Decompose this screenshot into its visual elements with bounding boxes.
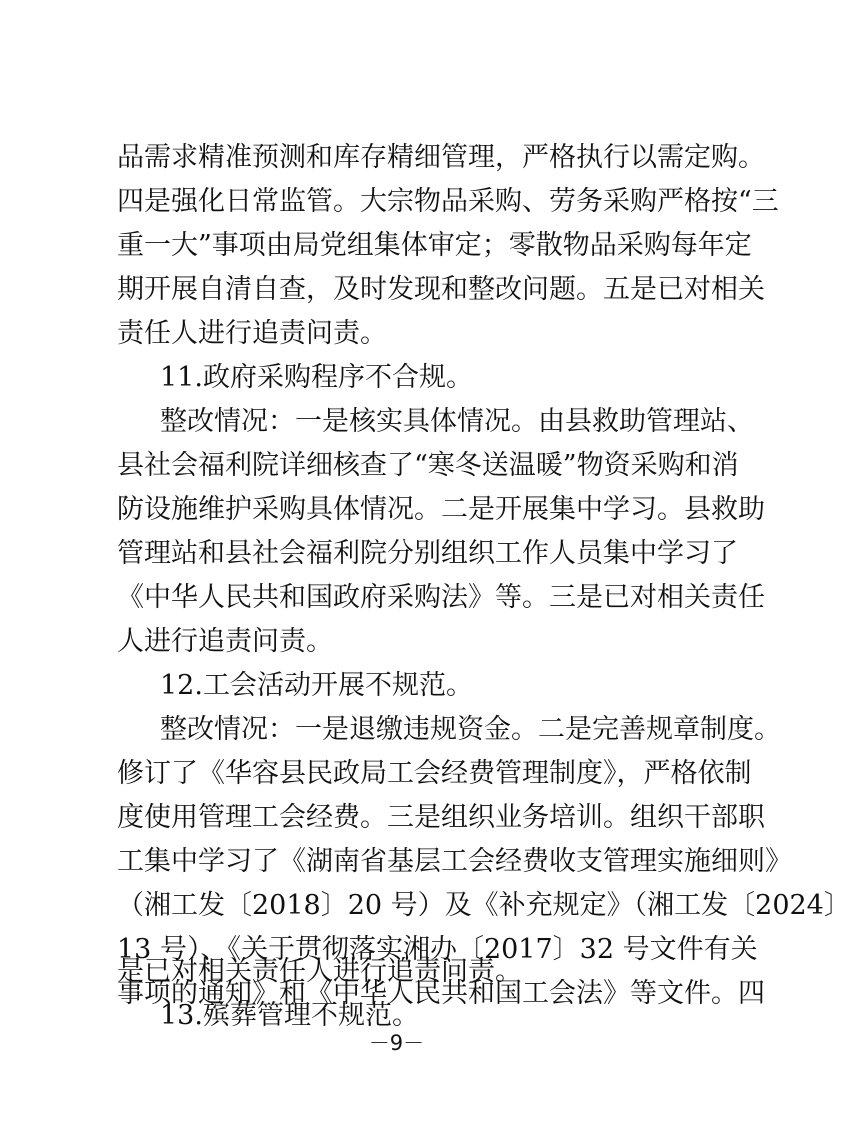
text-line: 事项的通知》和《中华人民共和国工会法》等文件。四: [117, 978, 765, 1009]
text-line: 工集中学习了《湖南省基层工会经费收支管理实施细则》: [117, 846, 792, 877]
section-heading-11: 11.政府采购程序不合规。: [160, 362, 473, 393]
text-line: 管理站和县社会福利院分别组织工作人员集中学习了: [117, 538, 738, 569]
text-line: 县社会福利院详细核查了“寒冬送温暖”物资采购和消: [117, 450, 739, 481]
text-line: 整改情况：一是退缴违规资金。二是完善规章制度。: [160, 714, 781, 745]
text-line: 13 号）、《关于贯彻落实湘办〔2017〕32 号文件有关: [117, 934, 758, 965]
text-line: 期开展自清自查，及时发现和整改问题。五是已对相关: [117, 274, 765, 305]
text-line-last: 是已对相关责任人进行追责问责。: [117, 956, 522, 987]
text-line: 《中华人民共和国政府采购法》等。三是已对相关责任: [117, 582, 765, 613]
text-line: 度使用管理工会经费。三是组织业务培训。组织干部职: [117, 802, 765, 833]
section-heading-13: 13.殡葬管理不规范。: [160, 1000, 419, 1031]
page-number: －9－: [368, 1031, 425, 1055]
text-line: 整改情况：一是核实具体情况。由县救助管理站、: [160, 406, 754, 437]
text-line: 四是强化日常监管。大宗物品采购、劳务采购严格按“三: [117, 186, 779, 217]
text-line: 人进行追责问责。: [117, 626, 333, 657]
text-line: 防设施维护采购具体情况。二是开展集中学习。县救助: [117, 494, 765, 525]
text-line: 修订了《华容县民政局工会经费管理制度》，严格依制: [117, 758, 752, 789]
text-line: （湘工发〔2018〕20 号）及《补充规定》（湘工发〔2024〕: [117, 890, 851, 921]
text-line: 责任人进行追责问责。: [117, 318, 387, 349]
section-heading-12: 12.工会活动开展不规范。: [160, 670, 473, 701]
text-line: 品需求精准预测和库存精细管理，严格执行以需定购。: [117, 142, 765, 173]
text-line: 重一大”事项由局党组集体审定；零散物品采购每年定: [117, 230, 752, 261]
